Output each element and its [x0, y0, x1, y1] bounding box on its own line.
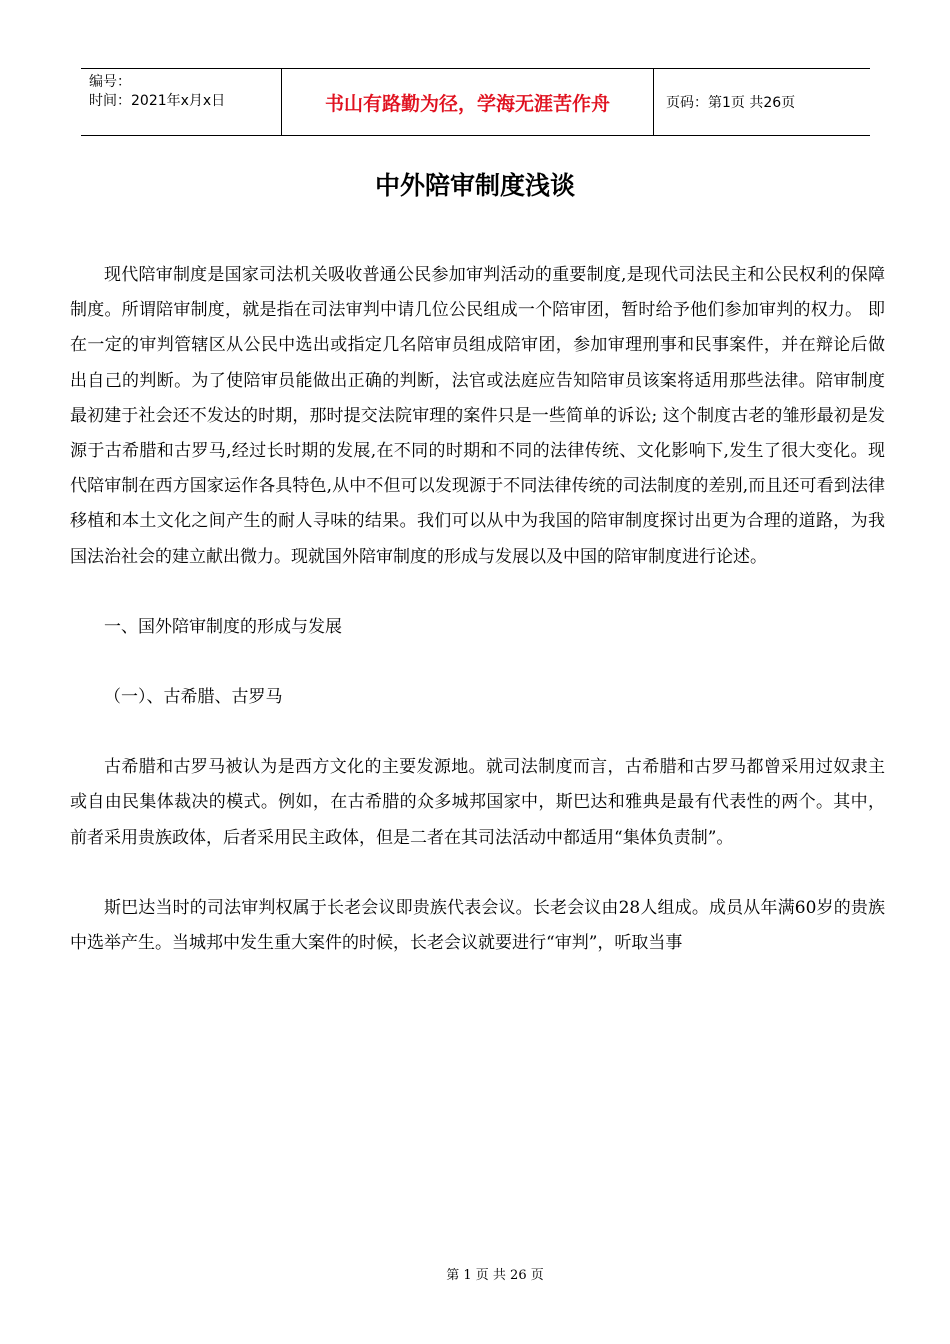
- paragraph-intro: 现代陪审制度是国家司法机关吸收普通公民参加审判活动的重要制度,是现代司法民主和公民权利的保障制度。所谓陪审制度，就是指在司法审判中请几位公民组成一个陪审团，暂时给予他们参加审判的权力。 即在一定的审判管辖区从公民中选出或指定几名陪审员组成陪审团，参加审理刑事和民事案件，并在辩论后做出自己的判断。为了使陪审员能做出正确的判断，法官或法庭应告知陪审员该案将适用那些法律。陪审制度最初建于社会还不发达的时期，那时提交法院审理的案件只是一些简单的诉讼; 这个制度古老的雏形最初是发源于古希腊和古罗马,经过长时期的发展,在不同的时期和不同的法律传统、文化影响下,发生了很大变化。现代陪审制在西方国家运作各具特色,从中不但可以发现源于不同法律传统的司法制度的差别,而且还可看到法律移植和本土文化之间产生的耐人寻味的结果。我们可以从中为我国的陪审制度探讨出更为合理的道路，为我国法治社会的建立献出微力。现就国外陪审制度的形成与发展以及中国的陪审制度进行论述。: [70, 265, 885, 567]
- time-label: 时间：2021年x月x日: [89, 93, 226, 109]
- subsection-heading: （一）、古希腊、古罗马: [104, 687, 283, 708]
- section-heading: 一、国外陪审制度的形成与发展: [104, 616, 342, 637]
- page-footer: 第 1 页 共 26 页: [446, 1268, 544, 1283]
- document-title: 中外陪审制度浅谈: [374, 171, 575, 200]
- number-label: 编号：: [89, 74, 131, 90]
- document-body: [70, 258, 885, 996]
- paragraph-sparta: 斯巴达当时的司法审判权属于长老会议即贵族代表会议。长老会议由28人组成。成员从年满60岁的贵族中选举产生。当城邦中发生重大案件的时候，长老会议就要进行“审判”，听取当事: [70, 897, 885, 954]
- page-info: 页码：第1页 共26页: [666, 95, 796, 111]
- motto: 书山有路勤为径，学海无涯苦作舟: [281, 69, 654, 135]
- header-table: [81, 68, 870, 136]
- paragraph-greece-rome: 古希腊和古罗马被认为是西方文化的主要发源地。就司法制度而言，古希腊和古罗马都曾采用过奴隶主或自由民集体裁决的模式。例如，在古希腊的众多城邦国家中，斯巴达和雅典是最有代表性的两个。其中，前者采用贵族政体，后者采用民主政体，但是二者在其司法活动中都适用“集体负责制”。: [70, 757, 885, 848]
- header-left-cell: [81, 69, 281, 135]
